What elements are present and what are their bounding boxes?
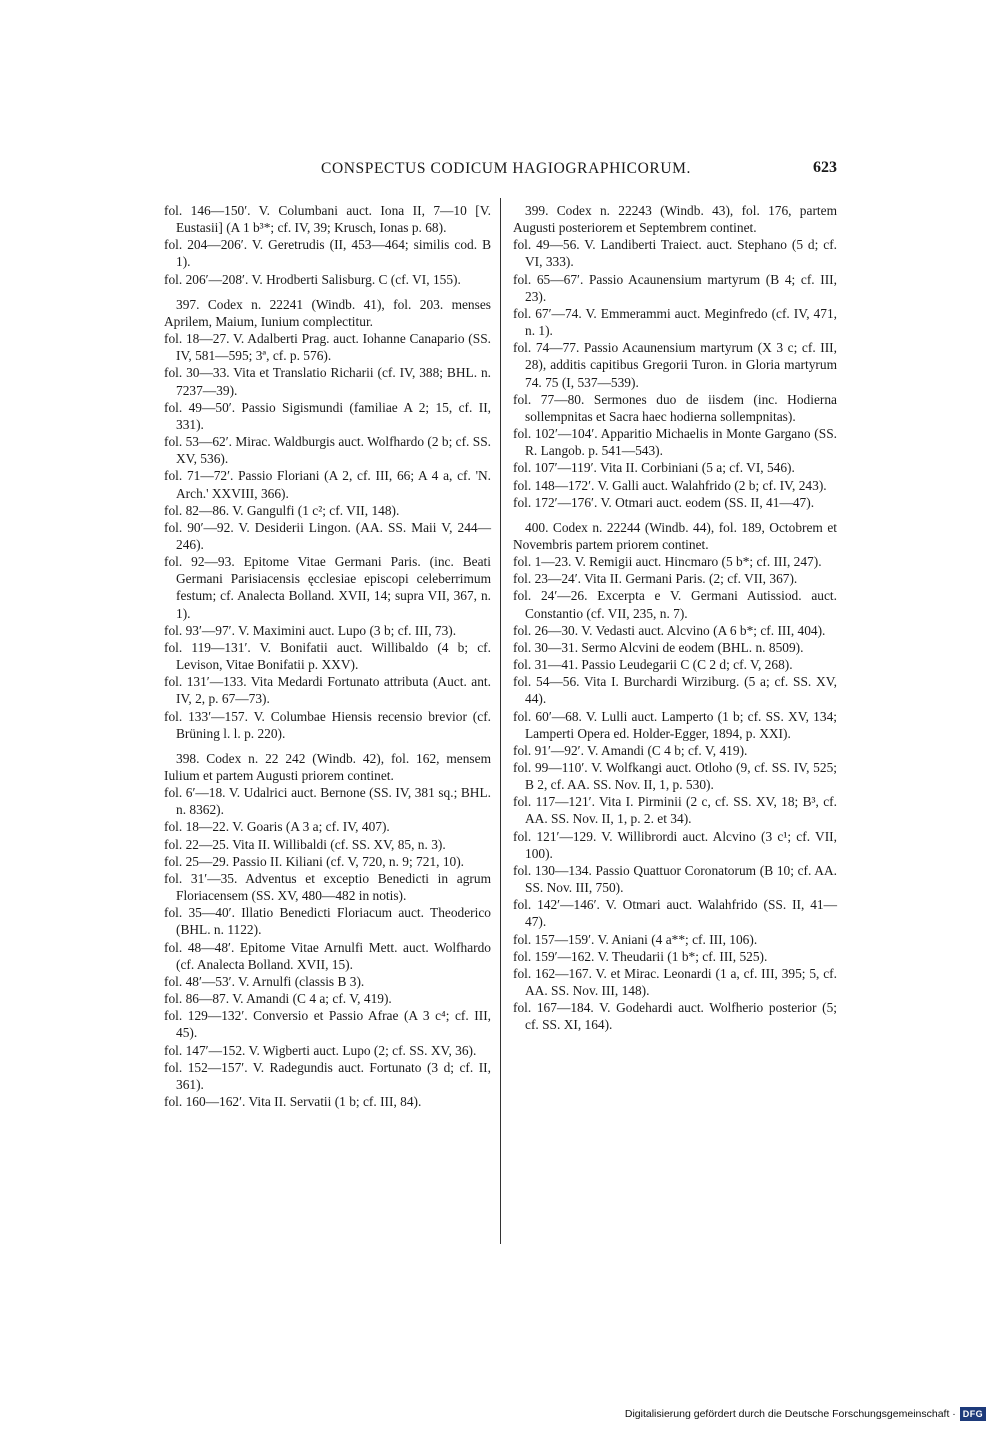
folio-entry: fol. 92—93. Epitome Vitae Germani Paris. (inc. Beati Germani Parisiacensis ęcclesiae episcopi celeberrimum festum; cf. Analecta Bolland. XVII, 14; supra VII, 367, n. 1). (164, 554, 491, 621)
folio-entry: fol. 35—40′. Illatio Benedicti Floriacum auct. Theoderico (BHL. n. 1122). (164, 905, 491, 938)
folio-entry: fol. 159′—162. V. Theudarii (1 b*; cf. III, 525). (513, 948, 768, 964)
folio-entry: fol. 22—25. Vita II. Willibaldi (cf. SS. XV, 85, n. 3). (164, 836, 446, 852)
folio-entry: fol. 160—162′. Vita II. Servatii (1 b; cf. III, 84). (164, 1093, 422, 1109)
folio-entry: fol. 48—48′. Epitome Vitae Arnulfi Mett. auct. Wolfhardo (cf. Analecta Bolland. XVII, 15). (164, 939, 491, 972)
right-column (513, 202, 837, 1034)
folio-entry: fol. 99—110′. V. Wolfkangi auct. Otloho (9, cf. SS. IV, 525; B 2, cf. AA. SS. Nov. II, 1, p. 530). (513, 760, 837, 793)
folio-entry: fol. 18—27. V. Adalberti Prag. auct. Iohanne Canapario (SS. IV, 581—595; 3ª, cf. p. 576). (164, 331, 491, 364)
folio-entry: fol. 30—31. Sermo Alcvini de eodem (BHL. n. 8509). (513, 639, 804, 655)
folio-entry: fol. 53—62′. Mirac. Waldburgis auct. Wolfhardo (2 b; cf. SS. XV, 536). (164, 434, 491, 467)
dfg-logo: DFG (960, 1407, 986, 1421)
page-number: 623 (813, 159, 837, 176)
folio-entry: fol. 204—206′. V. Geretrudis (II, 453—464; similis cod. B 1). (164, 237, 491, 270)
folio-entry: fol. 49—56. V. Landiberti Traiect. auct. Stephano (5 d; cf. VI, 333). (513, 237, 837, 270)
folio-entry: fol. 60′—68. V. Lulli auct. Lamperto (1 b; cf. SS. XV, 134; Lamperti Opera ed. Holder-Egger, 1894, p. XXI). (513, 708, 837, 741)
folio-entry: fol. 142′—146′. V. Otmari auct. Walahfrido (SS. II, 41—47). (513, 897, 837, 930)
folio-entry: fol. 93′—97′. V. Maximini auct. Lupo (3 b; cf. III, 73). (164, 622, 457, 638)
folio-entry: fol. 91′—92′. V. Amandi (C 4 b; cf. V, 419). (513, 742, 748, 758)
folio-entry: fol. 119—131′. V. Bonifatii auct. Willibaldo (4 b; cf. Levison, Vitae Bonifatii p. XXV). (164, 639, 491, 673)
page-title: CONSPECTUS CODICUM HAGIOGRAPHICORUM. (321, 160, 691, 177)
folio-entry: fol. 130—134. Passio Quattuor Coronatorum (B 10; cf. AA. SS. Nov. III, 750). (513, 862, 837, 896)
codex-heading: 397. Codex n. 22241 (Windb. 41), fol. 203. menses Aprilem, Maium, Iunium complectitur. (164, 296, 491, 329)
folio-entry: fol. 24′—26. Excerpta e V. Germani Autissiod. auct. Constantio (cf. VII, 235, n. 7). (513, 588, 837, 621)
folio-entry: fol. 71—72′. Passio Floriani (A 2, cf. III, 66; A 4 a, cf. 'N. Arch.' XXVIII, 366). (164, 468, 491, 501)
folio-entry: fol. 129—132′. Conversio et Passio Afrae (A 3 c⁴; cf. III, 45). (164, 1008, 491, 1041)
footer-credit: Digitalisierung gefördert durch die Deutsche Forschungsgemeinschaft · (624, 1408, 956, 1420)
folio-entry: fol. 49—50′. Passio Sigismundi (familiae A 2; 15, cf. II, 331). (164, 399, 491, 432)
folio-entry: fol. 30—33. Vita et Translatio Richarii (cf. IV, 388; BHL. n. 7237—39). (164, 365, 491, 398)
folio-entry: fol. 133′—157. V. Columbae Hiensis recensio brevior (cf. Brüning l. l. p. 220). (164, 708, 491, 741)
folio-entry: fol. 31—41. Passio Leudegarii C (C 2 d; cf. V, 268). (513, 657, 793, 673)
codex-heading: 398. Codex n. 22 242 (Windb. 42), fol. 162, mensem Iulium et partem Augusti priorem continet. (164, 750, 491, 783)
codex-heading: 399. Codex n. 22243 (Windb. 43), fol. 176, partem Augusti posteriorem et Septembrem continet. (513, 203, 837, 236)
folio-entry: fol. 148—172′. V. Galli auct. Walahfrido (2 b; cf. IV, 243). (513, 477, 827, 493)
folio-entry: fol. 172′—176′. V. Otmari auct. eodem (SS. II, 41—47). (513, 494, 815, 510)
folio-entry: fol. 25—29. Passio II. Kiliani (cf. V, 720, n. 9; 721, 10). (164, 853, 465, 869)
folio-entry: fol. 67′—74. V. Emmerammi auct. Meginfredo (cf. IV, 471, n. 1). (513, 305, 837, 339)
folio-entry: fol. 54—56. Vita I. Burchardi Wirziburg. (5 a; cf. SS. XV, 44). (513, 674, 837, 707)
folio-entry: fol. 152—157′. V. Radegundis auct. Fortunato (3 d; cf. II, 361). (164, 1059, 491, 1092)
folio-entry: fol. 131′—133. Vita Medardi Fortunato attributa (Auct. ant. IV, 2, p. 67—73). (164, 674, 491, 707)
folio-entry: fol. 77—80. Sermones duo de iisdem (inc. Hodierna sollempnitas et Sacra haec hodierna sollempnitas). (513, 391, 837, 424)
column-divider (500, 198, 501, 1244)
folio-entry: fol. 162—167. V. et Mirac. Leonardi (1 a, cf. III, 395; 5, cf. AA. SS. Nov. III, 148). (513, 965, 837, 999)
folio-entry: fol. 18—22. V. Goaris (A 3 a; cf. IV, 407). (164, 819, 390, 835)
folio-entry: fol. 102′—104′. Apparitio Michaelis in Monte Gargano (SS. R. Langob. p. 541—543). (513, 426, 837, 459)
folio-entry: fol. 147′—152. V. Wigberti auct. Lupo (2; cf. SS. XV, 36). (164, 1042, 477, 1058)
folio-entry: fol. 1—23. V. Remigii auct. Hincmaro (5 b*; cf. III, 247). (513, 554, 822, 570)
folio-entry: fol. 82—86. V. Gangulfi (1 c²; cf. VII, 148). (164, 502, 400, 518)
folio-entry: fol. 86—87. V. Amandi (C 4 a; cf. V, 419). (164, 991, 392, 1007)
folio-entry: fol. 167—184. V. Godehardi auct. Wolfherio posterior (5; cf. SS. XI, 164). (513, 1000, 837, 1033)
folio-entry: fol. 65—67′. Passio Acaunensium martyrum (B 4; cf. III, 23). (513, 271, 837, 304)
folio-entry: fol. 31′—35. Adventus et exceptio Benedicti in agrum Floriacensem (SS. XV, 480—482 in notis). (164, 870, 491, 904)
folio-entry: fol. 157—159′. V. Aniani (4 a**; cf. III, 106). (513, 931, 758, 947)
folio-entry: fol. 146—150′. V. Columbani auct. Iona II, 7—10 [V. Eustasii] (A 1 b³*; cf. IV, 39; Krusch, Ionas p. 68). (164, 203, 491, 236)
folio-entry: fol. 206′—208′. V. Hrodberti Salisburg. C (cf. VI, 155). (164, 271, 461, 287)
folio-entry: fol. 121′—129. V. Willibrordi auct. Alcvino (3 c¹; cf. VII, 100). (513, 828, 837, 861)
folio-entry: fol. 107′—119′. Vita II. Corbiniani (5 a; cf. VI, 546). (513, 460, 795, 476)
folio-entry: fol. 90′—92. V. Desiderii Lingon. (AA. SS. Maii V, 244—246). (164, 519, 491, 552)
running-header (175, 160, 837, 184)
folio-entry: fol. 23—24′. Vita II. Germani Paris. (2; cf. VII, 367). (513, 571, 798, 587)
left-column (164, 202, 491, 1110)
footer (625, 1405, 986, 1423)
folio-entry: fol. 26—30. V. Vedasti auct. Alcvino (A 6 b*; cf. III, 404). (513, 622, 826, 638)
codex-heading: 400. Codex n. 22244 (Windb. 44), fol. 189, Octobrem et Novembris partem priorem continet. (513, 519, 837, 552)
folio-entry: fol. 48′—53′. V. Arnulfi (classis B 3). (164, 973, 365, 989)
folio-entry: fol. 74—77. Passio Acaunensium martyrum (X 3 c; cf. III, 28), additis capitibus Gregorii Turon. in Gloria martyrum 74. 75 (I, 537—539). (513, 340, 837, 390)
folio-entry: fol. 117—121′. Vita I. Pirminii (2 c, cf. SS. XV, 18; B³, cf. AA. SS. Nov. II, 1, p. 2. et 34). (513, 794, 837, 827)
folio-entry: fol. 6′—18. V. Udalrici auct. Bernone (SS. IV, 381 sq.; BHL. n. 8362). (164, 785, 491, 818)
